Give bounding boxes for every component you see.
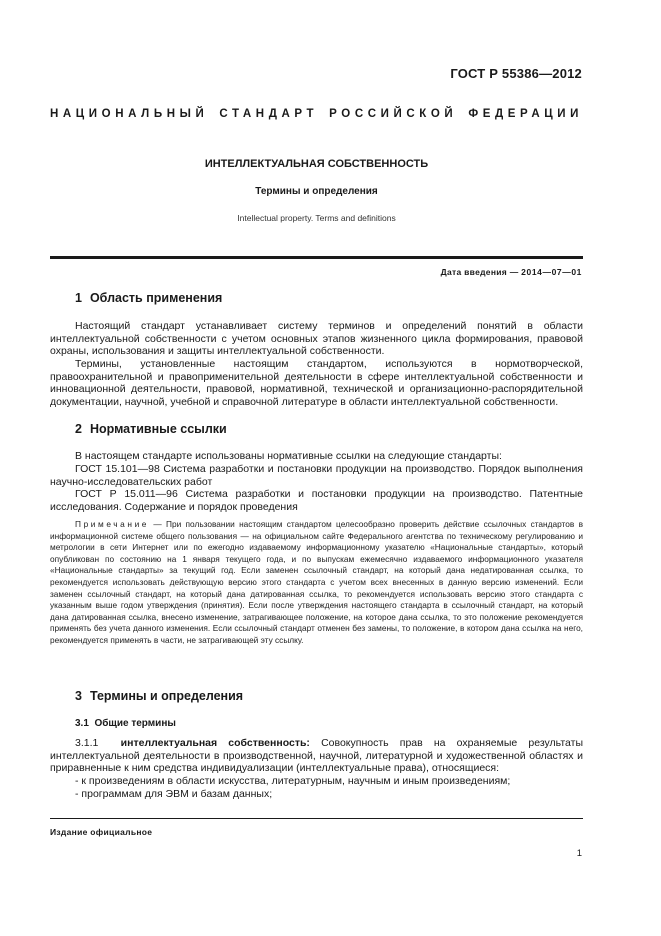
document-title: ИНТЕЛЛЕКТУАЛЬНАЯ СОБСТВЕННОСТЬ: [204, 158, 429, 170]
section-1-heading: [75, 291, 222, 305]
paragraph-text: ГОСТ 15.101—98 Система разработки и постановки продукции на производство. Порядок выполнения научно-исследовательских работ: [50, 463, 583, 488]
normative-reference-1: [50, 463, 583, 488]
note-label: Примечание: [75, 519, 150, 529]
page-number: 1: [576, 848, 582, 859]
term-definition: Совокупность прав на охраняемые результаты интеллектуальной деятельности в производственной, научной, литературной и художественной областях и приравненные к ним средства индивидуализации (интеллектуальные права), относящиеся:: [50, 737, 583, 774]
section-2-heading: [75, 422, 227, 436]
banner-word: НАЦИОНАЛЬНЫЙ: [50, 108, 209, 120]
banner-word: РОССИЙСКОЙ: [329, 108, 458, 120]
section-number: 2: [75, 422, 82, 436]
term-3-1-1: [50, 737, 583, 775]
banner-word: ФЕДЕРАЦИИ: [468, 108, 583, 120]
section-1-paragraph-2: [50, 358, 583, 408]
section-1-paragraph-1: [50, 320, 583, 358]
document-subtitle: Термины и определения: [255, 186, 378, 197]
section-2-paragraph-1: [50, 450, 583, 463]
paragraph-text: В настоящем стандарте использованы нормативные ссылки на следующие стандарты:: [75, 450, 502, 462]
section-title: Область применения: [89, 291, 223, 305]
normative-reference-2: [50, 488, 583, 513]
reference-note: [50, 519, 583, 647]
term-bullet: [50, 788, 583, 801]
paragraph-text: Настоящий стандарт устанавливает систему терминов и определений понятий в области интеллектуальной собственности с учетом основных этапов жизненного цикла формирования, правовой охраны, использования и защиты интеллектуальной собственности.: [50, 320, 583, 357]
note-text: — При пользовании настоящим стандартом целесообразно проверить действие ссылочных стандартов в информационной системе общего пользования — на официальном сайте Федерального агентства по техническому регулированию и метрологии в сети Интернет или по ежегодно издаваемому информационному указателю «Национальные стандарты», который опубликован по состоянию на 1 января текущего года, и по выпускам ежемесячно издаваемого информационного указателя «Национальные стандарты» за текущий год. Если заменен ссылочный стандарт, на который дана недатированная ссылка, то рекомендуется использовать действующую версию этого стандарта с учетом всех внесенных в данную версию изменений. Если заменен ссылочный стандарт, на который дана датированная ссылка, то рекомендуется использовать версию этого стандарта с указанным выше годом утверждения (принятия). Если после утверждения настоящего стандарта в ссылочный стандарт, на который дана датированная ссылка, внесено изменение, затрагивающее положение, на которое дана ссылка, то это положение рекомендуется применять без учета данного изменения. Если ссылочный стандарт отменен без замены, то положение, в котором дана ссылка на него, рекомендуется применять в части, не затрагивающей эту ссылку.: [50, 519, 583, 645]
section-3-heading: [75, 689, 243, 703]
paragraph-text: ГОСТ Р 15.011—96 Система разработки и постановки продукции на производство. Патентные исследования. Содержание и порядок проведения: [50, 488, 583, 513]
footer-divider: [50, 818, 583, 819]
bullet-text: - к произведениям в области искусства, литературным, научным и иным произведениям;: [75, 775, 511, 787]
bullet-text: - программам для ЭВМ и базам данных;: [75, 788, 273, 800]
gost-number: ГОСТ Р 55386—2012: [450, 66, 582, 81]
national-standard-banner: [50, 108, 583, 120]
introduction-date: [441, 267, 582, 277]
subsection-number: 3.1: [75, 718, 89, 729]
official-edition-label: Издание официальное: [50, 827, 153, 837]
term-number: 3.1.1: [75, 737, 99, 749]
paragraph-text: Термины, установленные настоящим стандартом, используются в нормотворческой, правоохранительной и правоприменительной деятельности в сфере интеллектуальной собственности и инновационной деятельности, правовой, нормативной, технической и организационно-распорядительной документации, научной, учебной и справочной литературе в области интеллектуальной собственности.: [50, 358, 583, 408]
term-name: интеллектуальная собственность:: [120, 737, 310, 749]
subsection-3-1-heading: [75, 718, 176, 729]
english-title: Intellectual property. Terms and definitions: [237, 213, 396, 223]
section-title: Нормативные ссылки: [89, 422, 227, 436]
banner-word: СТАНДАРТ: [219, 108, 319, 120]
section-number: 1: [75, 291, 82, 305]
section-title: Термины и определения: [89, 689, 244, 703]
date-label: Дата введения —: [440, 267, 519, 277]
term-bullet: [50, 775, 583, 788]
header-divider: [50, 256, 583, 259]
date-value: 2014—07—01: [521, 267, 582, 277]
section-number: 3: [75, 689, 82, 703]
subsection-title: Общие термины: [94, 718, 176, 729]
